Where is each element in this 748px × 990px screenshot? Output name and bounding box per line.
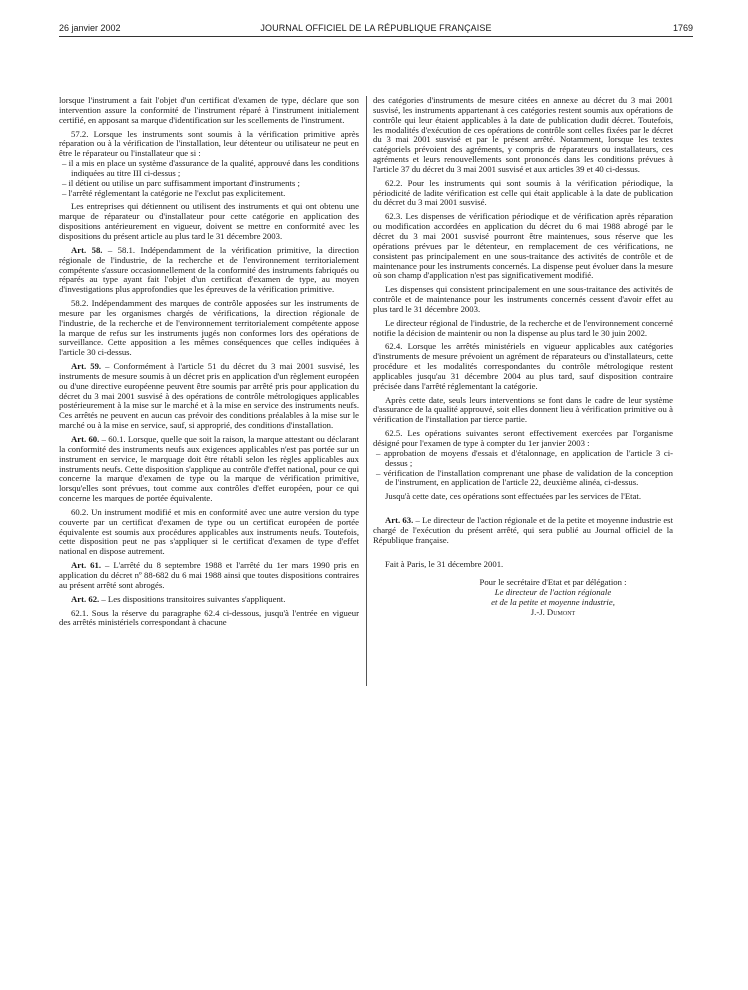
article-paragraph xyxy=(59,246,359,295)
article-label: Art. 59. xyxy=(71,361,102,372)
article-paragraph xyxy=(59,595,359,605)
right-column-body xyxy=(373,96,673,569)
paragraph: des catégories d'instruments de mesure citées en annexe au décret du 3 mai 2001 susvisé, les instruments appartenant à ces catégories restent soumis aux opérations de contrôle qui leur étaient applicables à la date de publication dudit décret. Toutefois, les modalités d'exécution de ces opérations de contrôle sont celles fixées par le décret du 3 mai 2001 susvisé et par le présent arrêté. Notamment, lorsque les textes catégoriels prévoient des agréments, y compris de réparateurs ou installateurs, ces agréments et leurs renouvellements sont prononcés dans les conditions prévues à l'article 37 du décret du 3 mai 2001 susvisé et aux articles 39 et 40 ci-dessus. xyxy=(373,95,673,174)
header-title: JOURNAL OFFICIEL DE LA RÉPUBLIQUE FRANÇAISE xyxy=(260,23,492,33)
signature-line-2: Le directeur de l'action régionale xyxy=(494,587,612,598)
article-text: – 58.1. Indépendamment de la vérification primitive, la direction régionale de l'industrie, de la recherche et de l'environnement territorialement compétente s'assure occasionnellement de la conformité des instruments fabriqués ou réparés au type ayant fait l'objet d'un certificat d'examen de type, au moyen d'investigations plus approfondies que les épreuves de la vérification primitive. xyxy=(59,244,359,295)
paragraph: 57.2. Lorsque les instruments sont soumis à la vérification primitive après réparation ou à la vérification de l'installation, leur détenteur ou utilisateur ne peut en être le réparateur ou l'installateur que si : xyxy=(59,128,359,159)
signature-block xyxy=(433,578,673,617)
list-item: – vérification de l'installation comprenant une phase de validation de la conception de l'instrument, en application de l'article 22, deuxième alinéa, ci-dessus. xyxy=(376,467,673,488)
paragraph: Le directeur régional de l'industrie, de la recherche et de l'environnement concerné notifie la décision de maintenir ou non la dispense au plus tard le 30 juin 2002. xyxy=(373,317,673,338)
page-number: 1769 xyxy=(672,23,693,33)
article-paragraph xyxy=(59,362,359,431)
article-text: – L'arrêté du 8 septembre 1988 et l'arrêté du 1er mars 1990 pris en application du décret nº 88-682 du 6 mai 1988 ainsi que toutes dispositions contraires au présent arrêté sont abrogés. xyxy=(59,560,359,590)
article-label: Art. 63. xyxy=(385,515,414,526)
article-text: – Le directeur de l'action régionale et de la petite et moyenne industrie est chargé de l'exécution du présent arrêté, qui sera publié au Journal officiel de la République française. xyxy=(373,515,673,545)
paragraph: 62.1. Sous la réserve du paragraphe 62.4 ci-dessous, jusqu'à l'entrée en vigueur des arrêtés ministériels correspondant à chacune xyxy=(59,607,359,628)
article-paragraph xyxy=(59,435,359,504)
paragraph: Les entreprises qui détiennent ou utilisent des instruments et qui ont obtenu une marque de réparateur ou d'installateur pour cette catégorie en application des dispositions antérieurement en vigueur, doivent se mettre en conformité avec les dispositions du présent article au plus tard le 31 décembre 2003. xyxy=(59,201,359,241)
paragraph: 58.2. Indépendamment des marques de contrôle apposées sur les instruments de mesure par les organismes chargés de vérifications, la direction régionale de l'industrie, de la recherche et de l'environnement territorialement compétente appose la marque de refus sur les instruments jugés non conformes lors des opérations de surveillance. Cette apposition a les mêmes conséquences que celles indiquées à l'article 30 ci-dessus. xyxy=(59,298,359,358)
header-rule xyxy=(59,36,693,37)
article-text: – Conformément à l'article 51 du décret du 3 mai 2001 susvisé, les instruments de mesure soumis à un décret pris en application d'un règlement européen ou d'une directive européenne peuvent être soumis par arrêté pris pour application du décret du 3 mai 2001 susvisé à des opérations de contrôle métrologiques applicables postérieurement à la mise sur le marché et à la mise en service des instruments neufs. Ces arrêtés ne peuvent en aucun cas prévoir des conditions préalables à la mise sur le marché ou à la mise en service, sauf, si approprié, des conditions d'installation. xyxy=(59,361,359,431)
paragraph: 62.2. Pour les instruments qui sont soumis à la vérification périodique, la périodicité de ladite vérification est celle qui était applicable à la date de publication du décret du 3 mai 2001 susvisé. xyxy=(373,177,673,208)
right-column xyxy=(373,96,673,618)
signatory-name: J.-J. Dumont xyxy=(530,606,576,617)
paragraph: Jusqu'à cette date, ces opérations sont effectuées par les services de l'Etat. xyxy=(385,491,642,502)
article-paragraph xyxy=(59,561,359,591)
list-item: – l'arrêté réglementant la catégorie ne l'exclut pas explicitement. xyxy=(62,187,286,198)
paragraph: lorsque l'instrument a fait l'objet d'un certificat d'examen de type, déclare que son intervention assure la conformité de l'instrument réparé à l'instrument initialement certifié, en apposant sa marque d'identification sur les scellements de l'instrument. xyxy=(59,95,359,125)
article-paragraph xyxy=(373,516,673,546)
paragraph: 62.5. Les opérations suivantes seront effectivement exercées par l'organisme désigné pour l'examen de type à compter du 1er janvier 2003 : xyxy=(373,428,673,448)
paragraph: Fait à Paris, le 31 décembre 2001. xyxy=(385,558,504,569)
article-label: Art. 60. xyxy=(71,434,100,444)
left-column xyxy=(59,96,359,628)
paragraph: Après cette date, seuls leurs interventions se font dans le cadre de leur système d'assurance de la qualité approuvé, soit elles donnent lieu à vérification primitive ou à vérification de l'installation par tierce partie. xyxy=(373,394,673,425)
list-item: – il détient ou utilise un parc suffisamment important d'instruments ; xyxy=(62,177,300,188)
page-header xyxy=(59,23,693,37)
paragraph: 62.3. Les dispenses de vérification périodique et de vérification après réparation ou modification accordées en application du décret du 6 mai 1988 abrogé par le décret du 3 mai 2001 susvisé pourront être maintenues, sous réserve que les opérations prévues par le détenteur, en remplacement de ces vérifications, ne consistent pas principalement en une sous-traitance des activités de contrôle et de maintenance pour les instruments concernés. La dispense peut évoluer dans la mesure où son champ d'application n'est pas significativement modifié. xyxy=(373,211,673,281)
article-label: Art. 61. xyxy=(71,560,102,571)
column-divider xyxy=(366,96,367,686)
list-item: – il a mis en place un système d'assurance de la qualité, approuvé dans les conditions indiquées au titre III ci-dessus ; xyxy=(62,158,359,178)
paragraph: 60.2. Un instrument modifié et mis en conformité avec une autre version du type couverte par un certificat d'examen de type ou un certificat européen de portée équivalente est soumis aux procédures applicables aux instruments neufs. Toutefois, cette disposition peut ne pas s'appliquer si le certificat d'examen de type d'effet national en dispose autrement. xyxy=(59,506,359,557)
article-text: – Les dispositions transitoires suivantes s'appliquent. xyxy=(99,593,286,604)
paragraph: Les dispenses qui consistent principalement en une sous-traitance des activités de contrôle et de maintenance pour les instruments concernés cessent d'avoir effet au plus tard le 31 décembre 2003. xyxy=(373,284,673,314)
article-label: Art. 62. xyxy=(71,593,100,604)
signature-line-1: Pour le secrétaire d'Etat et par délégation : xyxy=(479,577,627,588)
article-text: – 60.1. Lorsque, quelle que soit la raison, la marque attestant ou déclarant la conformité des instruments neufs aux exigences applicables n'est pas portée sur un instrument en service, le marquage doit être rétabli selon les règles applicables aux instruments neufs. Cette disposition s'applique au contrôle d'effet national, pour ce qui concerne la marque d'examen de type ou la marque de vérification primitive, lorsqu'elles sont prévues, tout comme aux contrôles d'effet européen, pour ce qui concerne les marques de portée équivalente. xyxy=(59,434,359,504)
paragraph: 62.4. Lorsque les arrêtés ministériels en vigueur applicables aux catégories d'instruments de mesure prévoient un agrément de réparateurs ou d'installateurs, cette procédure et les modalités correspondantes du contrôle métrologique restent applicables jusqu'au 31 décembre 2004 au plus tard, sauf disposition contraire précisée dans l'arrêté réglementant la catégorie. xyxy=(373,341,673,391)
signature-line-3: et de la petite et moyenne industrie, xyxy=(491,597,615,608)
article-label: Art. 58. xyxy=(71,244,103,255)
header-date: 26 janvier 2002 xyxy=(59,23,121,33)
list-item: – approbation de moyens d'essais et d'étalonnage, en application de l'article 3 ci-dessus ; xyxy=(376,447,673,468)
